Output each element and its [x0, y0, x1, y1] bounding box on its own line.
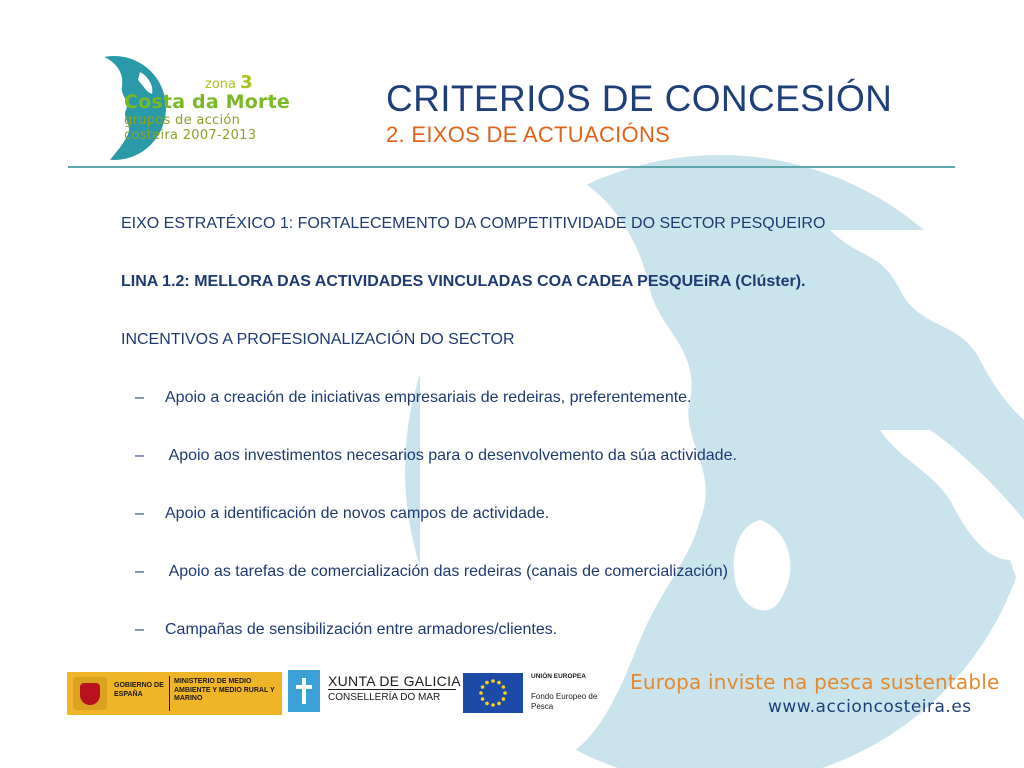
- eu-fund: Fondo Europeo de Pesca: [531, 692, 598, 711]
- xunta-divider: [328, 689, 456, 690]
- xunta-emblem-icon: [288, 670, 320, 712]
- bullet-marker: –: [135, 447, 144, 464]
- logo-line-4: costeira 2007-2013: [124, 128, 257, 143]
- xunta-department: CONSELLERÍA DO MAR: [328, 692, 441, 703]
- list-item: [135, 563, 728, 581]
- list-item: [135, 447, 737, 465]
- list-item-text: Apoio a creación de iniciativas empresariais de redeiras, preferentemente.: [165, 389, 692, 406]
- list-item: [135, 505, 549, 523]
- list-item: [135, 621, 557, 639]
- logo-name: Costa da Morte: [124, 91, 290, 113]
- eu-flag-icon: [463, 673, 523, 713]
- list-item-text: Apoio aos investimentos necesarios para o desenvolvemento da súa actividade.: [165, 447, 737, 464]
- slogan: Europa inviste na pesca sustentable: [630, 670, 1000, 694]
- line-heading: LINA 1.2: MELLORA DAS ACTIVIDADES VINCULADAS COA CADEA PESQUEiRA (Clúster).: [121, 273, 806, 290]
- page-title: CRITERIOS DE CONCESIÓN: [386, 78, 893, 119]
- bullet-marker: –: [135, 621, 144, 638]
- logo-line-3: grupos de acción: [124, 113, 241, 128]
- axis-heading: EIXO ESTRATÉXICO 1: FORTALECEMENTO DA COMPETITIVIDADE DO SECTOR PESQUEIRO: [121, 215, 826, 232]
- zone-logo-text: [124, 74, 290, 142]
- list-item-text: Apoio as tarefas de comercialización das redeiras (canais de comercialización): [165, 563, 728, 580]
- ministry-government: GOBIERNO DE ESPAÑA: [114, 682, 164, 698]
- incentives-heading: INCENTIVOS A PROFESIONALIZACIÓN DO SECTOR: [121, 331, 515, 348]
- bullet-marker: –: [135, 505, 144, 522]
- spain-crest-icon: [73, 677, 107, 710]
- ministry-logo: [67, 672, 282, 715]
- header-divider: [68, 166, 955, 168]
- logo-zone-number: 3: [240, 72, 253, 93]
- website-link[interactable]: www.accioncosteira.es: [768, 697, 972, 717]
- ministry-separator: [169, 676, 170, 711]
- logo-zone-label: zona 3: [205, 72, 253, 93]
- bullet-marker: –: [135, 563, 144, 580]
- list-item-text: Apoio a identificación de novos campos de actividade.: [165, 505, 550, 522]
- xunta-name: XUNTA DE GALICIA: [328, 673, 461, 689]
- ministry-name: MINISTERIO DE MEDIO AMBIENTE Y MEDIO RURAL Y MARINO: [174, 678, 275, 702]
- list-item-text: Campañas de sensibilización entre armadores/clientes.: [165, 621, 558, 638]
- page-subtitle: 2. EIXOS DE ACTUACIÓNS: [386, 122, 671, 147]
- list-item: [135, 389, 692, 407]
- bullet-marker: –: [135, 389, 144, 406]
- eu-title: UNIÓN EUROPEA: [531, 673, 586, 680]
